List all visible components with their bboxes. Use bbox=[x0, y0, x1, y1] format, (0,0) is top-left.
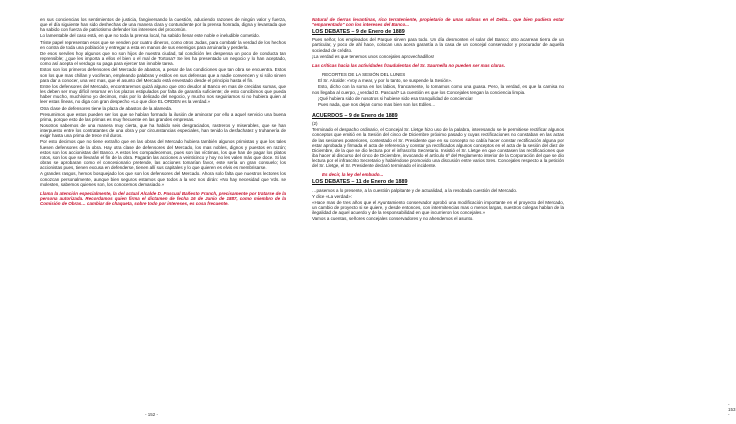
paragraph: Lo lamentable del caso está, en que no toda la prensa local, ha sabido llenar este noble e ineludible cometido. bbox=[40, 33, 260, 39]
paragraph: Pues señor, los empleados del Parque sirven para todo. Un día desmonten el solar del Banco; otro acarrean tierra de un particular, y poco de ahí hace, colocan una acera garantía a la casa de un concejal conservador y procurador de aquella sociedad de crédito. bbox=[312, 37, 564, 53]
paragraph: Triste papel representan esos que se venden por cuatro dineros, como otros Judas, para combatir la verdad de los hechos en contra de toda una población y entregar a esta en manos de sus enemigos para arruinarla y perderla. bbox=[40, 39, 286, 50]
left-page bbox=[0, 0, 300, 424]
right-page-content bbox=[312, 17, 564, 222]
paragraph: RECORTES DE LA SESIÓN DEL LUNES bbox=[322, 72, 406, 78]
right-page bbox=[300, 0, 736, 424]
paragraph: Presumimos que estos pueden ser los que se habían formado la ilusión de aminorar por ello a aquel servicio una buena prima, porque esto de las primas es muy frecuente en las grandes empresas. bbox=[40, 111, 286, 122]
paragraph: «Hace mas de tres años que el Ayuntamiento conservador aprobó una modificación importante en el proyecto del Mercado, un cambio de proyecto si se quiere, y desde entonces, con intermitencias mas o menos largas, nuestros colegas hablan de la ilegalidad de aquel acuerdo y de la responsabilidad en que incurrieron los concejales.» bbox=[312, 199, 564, 216]
paragraph: Nosotros sabemos de una manera muy cierta, que ha habido seis desgraciados, rastreros y miserables, que se han interpuesto entre los contratantes de una obra y por circunstancias especiales, han tenido la desfachatez y truhanería de exigir hasta una prima de trece mil duros. bbox=[40, 122, 286, 139]
paragraph: ¡Qué hubiera sido de nosotros si hubiese sido esa tranquilidad de conciencia! bbox=[318, 95, 473, 101]
paragraph: (2) bbox=[312, 121, 318, 127]
paragraph: Esto, dicho con la sorna en los labios, francamente, lo tomamos como una guasa. Pero, la verdad, es que la camisa no nos llegaba al cuerpo, ¿verdad D. Pascual? La cuestión es que los Concejales tengan la conciencia limpia. bbox=[312, 84, 564, 95]
left-page-content bbox=[40, 17, 286, 206]
section-heading: LOS DEBATES – 9 de Enero de 1889 bbox=[312, 28, 405, 35]
paragraph: Por esto decimos que no tiene extraño que en las obras del Mercado hubiera también algunos primistas y que los tales fuesen defensores de la obra. Hay otra clase de defensores del Mercado, los mas nobles, dignos y puestos en razón; estos son los accionistas del Banco. A estos les compadecemos, pues son las víctimas, los que han de pagar los platos rotos, son los que se llevarán el fin de la obra. Pagarán las acciones a veinticinco y hoy no les valen más que doce. Si las obras se aprobaran como el concesionario pretende, las acciones tomarían favor, este sería un gran consuelo; los accionistas pues, tienen excusa en defenderse, tienen allí sus capitales y lo que quieren es elvis es membrisarse. bbox=[40, 139, 286, 171]
editor-note: Natural de tierras levantinas, rico terrateniente, propietario de unas salinas en el Delta... que bien pudiera estar "emparentado" con los intereses del Banco... bbox=[312, 17, 564, 28]
section-heading: LOS DEBATES – 11 de Enero de 1889 bbox=[312, 179, 408, 186]
paragraph: Terminado el despacho ordinario, el Concejal Sr. Lletge hizo uso de la palabra, interesando se le permitiese rectificar algunos conceptos que emitió en la Sesión del cinco de Diciembre próximo pasado y cuyas rectificaciones no constaban en las actas de las sesiones posteriores, contestado el Sr. Presidente que en su concepto no cabía hacer constar rectificación alguna por estar aprobada y firmada el acta de referencia y constar ya rectificados algunos conceptos en el acta de la sesión del diez de Diciembre, de la que se dio lectura por el infrascrito Secretario. Insistió el Sr. Lletge en que constasen las rectificaciones que iba hacer al discurso del cinco de Diciembre, invocando el artículo 6º del Reglamento interior de la Corporación del que se dio lectura por el infrascrito Secretario y habiéndose promovido una discusión entre varios Sres. Concejales respecto a la petición del Sr. Lletge, el Sr. Presidente declaró terminado el incidente. bbox=[312, 127, 564, 169]
editor-note: Llama la atención especialmente, la del actual Alcalde D. Pascual Bañesto Franch, precisamente por tratarse de la persona autorizada. Recordamos quien firma el dictamen de fecha 16 de Junio de 1887, como miembro de la Comisión de Obras… cambiar de chaqueta, sobre todo por intereses, es cosa frecuente. bbox=[40, 190, 286, 207]
editor-note: Es decir, la ley del embudo... bbox=[322, 172, 384, 178]
paragraph: Entre los defensores del Mercado, encontraremos quizá alguno que otro deudor al Banco en mas de crecidas sumas, que les deben ser muy difícil retornar en los plazos estipulados por falta de garantía suficiente; de esto concibimos que pueda haber mucho, muchísimo yo decimos, más por lo delicado del negocio, y mucho nos seguiriamos si no hubiera quien al leer estas líneas, no diga con gran despecho «Lo que dice EL ORDEN es la verdad.» bbox=[40, 83, 286, 105]
page-number: - 152 - bbox=[145, 412, 159, 417]
paragraph: El Sr. Alcalde: «Voy a mear, y por lo tanto, se suspende la Sesión». bbox=[318, 78, 453, 84]
paragraph: De esos serviles hoy algunos que no son hijos de nuestra ciudad, tal condición les despensa un poco de conducta tan reprensible; ¿que les importa a ellos el bien o el mal de Tortosa? Se les ha presentado un negocio y lo han aceptado, como así acepta el verdugo su paga para ejercer tan innoble tarea. bbox=[40, 50, 286, 67]
paragraph: Y dice «La verdad»: bbox=[312, 193, 352, 199]
paragraph: …pasemos a lo presente, a la cuestión palpitante y de actualidad, a la resobada cuestión del Mercado. bbox=[312, 187, 518, 193]
paragraph: Vamos a cuentas, señores concejales conservadores y no ahendemos el asunto. bbox=[312, 216, 474, 222]
paragraph: Estos son los primeros defensores del Mercado de abastos, a pesar de las condiciones que tan obra se encuentra. Estos son los que mas chillan y vociferan, empleando palabras y estilos en sus defensas que a nadie convencen y si sólo sirven para dar a conocer, una vez mas, que el asunto del Mercado está envestado desde el principio hasta el fin. bbox=[40, 67, 286, 83]
paragraph: Pues nada, que nos dejan como mas bien son los Ediles… bbox=[318, 101, 436, 107]
paragraph: A grandes rasgos, hemos bosquejado los que son los defensores del Mercado. Ahora solo falta que nuestros lectores los conozcan personalmente, aunque bien seguros estamos que todos a la vez nos dirán: «No hay necesidad que Vds. se molesten, sabemos quienes son, los conocemos demasiado.» bbox=[40, 171, 286, 187]
paragraph: en sus conciencias los sentimientos de justicia, fangiversando la cuestión, aduciendo razones de ningún valor y fuerza, que el día siguiente han sido deshechas de una manera clara y contundente por la prensa honrada, digna y levantada que ha sabido con fuerza de patriotismo defender los intereses del procomún. bbox=[40, 17, 286, 33]
section-heading: ACUERDOS – 9 de Enero de 1889 bbox=[312, 112, 398, 119]
paragraph: ¡La verdad es que tenemos unos concejales aprovechadillos! bbox=[312, 53, 435, 59]
paragraph: Otra clase de defensores tiene la plaza de abastos de la alameda. bbox=[40, 105, 173, 111]
editor-note: Las críticas hacia las actividades fraudulentas del Sr. Saurnella no pueden ser mas claras. bbox=[312, 62, 506, 68]
page-number: - 153 - bbox=[728, 402, 736, 417]
